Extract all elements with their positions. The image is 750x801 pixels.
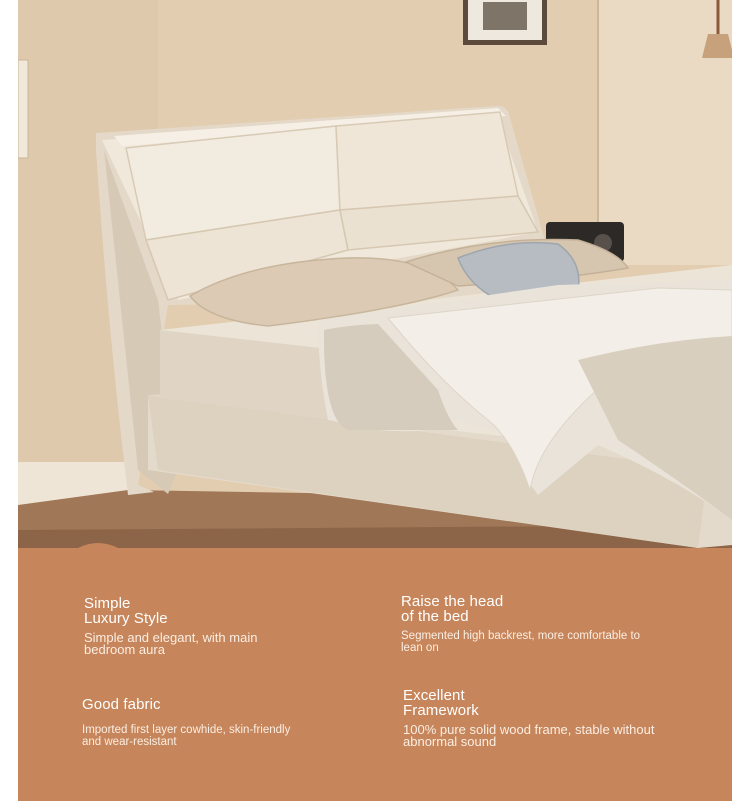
feature-description — [401, 630, 711, 654]
feature-description-line: lean on — [401, 642, 439, 654]
feature-simple-luxury-style — [84, 596, 344, 656]
feature-description — [403, 724, 713, 748]
feature-description-line: abnormal sound — [403, 734, 497, 749]
feature-title-line: Excellent — [403, 687, 465, 704]
feature-title-line: Good fabric — [82, 696, 161, 713]
feature-title-line: of the bed — [401, 608, 469, 625]
feature-title — [82, 697, 372, 712]
product-detail-frame — [18, 0, 732, 801]
bed-product-photo — [18, 0, 732, 560]
feature-title — [403, 688, 713, 718]
feature-title — [84, 596, 344, 626]
feature-raise-head-of-bed — [401, 594, 711, 654]
features-panel — [18, 548, 732, 801]
feature-description-line: and wear-resistant — [82, 736, 177, 748]
feature-title — [401, 594, 711, 624]
feature-description-line: Segmented high backrest, more comfortable to — [401, 630, 641, 642]
feature-description — [84, 632, 344, 656]
feature-title-line: Raise the head — [401, 593, 504, 610]
feature-description-line: bedroom aura — [84, 642, 165, 657]
bed-photo-illustration — [18, 0, 732, 560]
feature-title-line: Luxury Style — [84, 610, 168, 627]
feature-description-line: Imported first layer cowhide, skin-friendly — [82, 724, 291, 736]
feature-good-fabric — [82, 697, 372, 748]
feature-description — [82, 724, 372, 748]
feature-title-line: Framework — [403, 702, 479, 719]
feature-description-line: Simple and elegant, with main — [84, 630, 258, 645]
feature-excellent-framework — [403, 688, 713, 748]
feature-title-line: Simple — [84, 595, 131, 612]
feature-description-line: 100% pure solid wood frame, stable without — [403, 722, 655, 737]
